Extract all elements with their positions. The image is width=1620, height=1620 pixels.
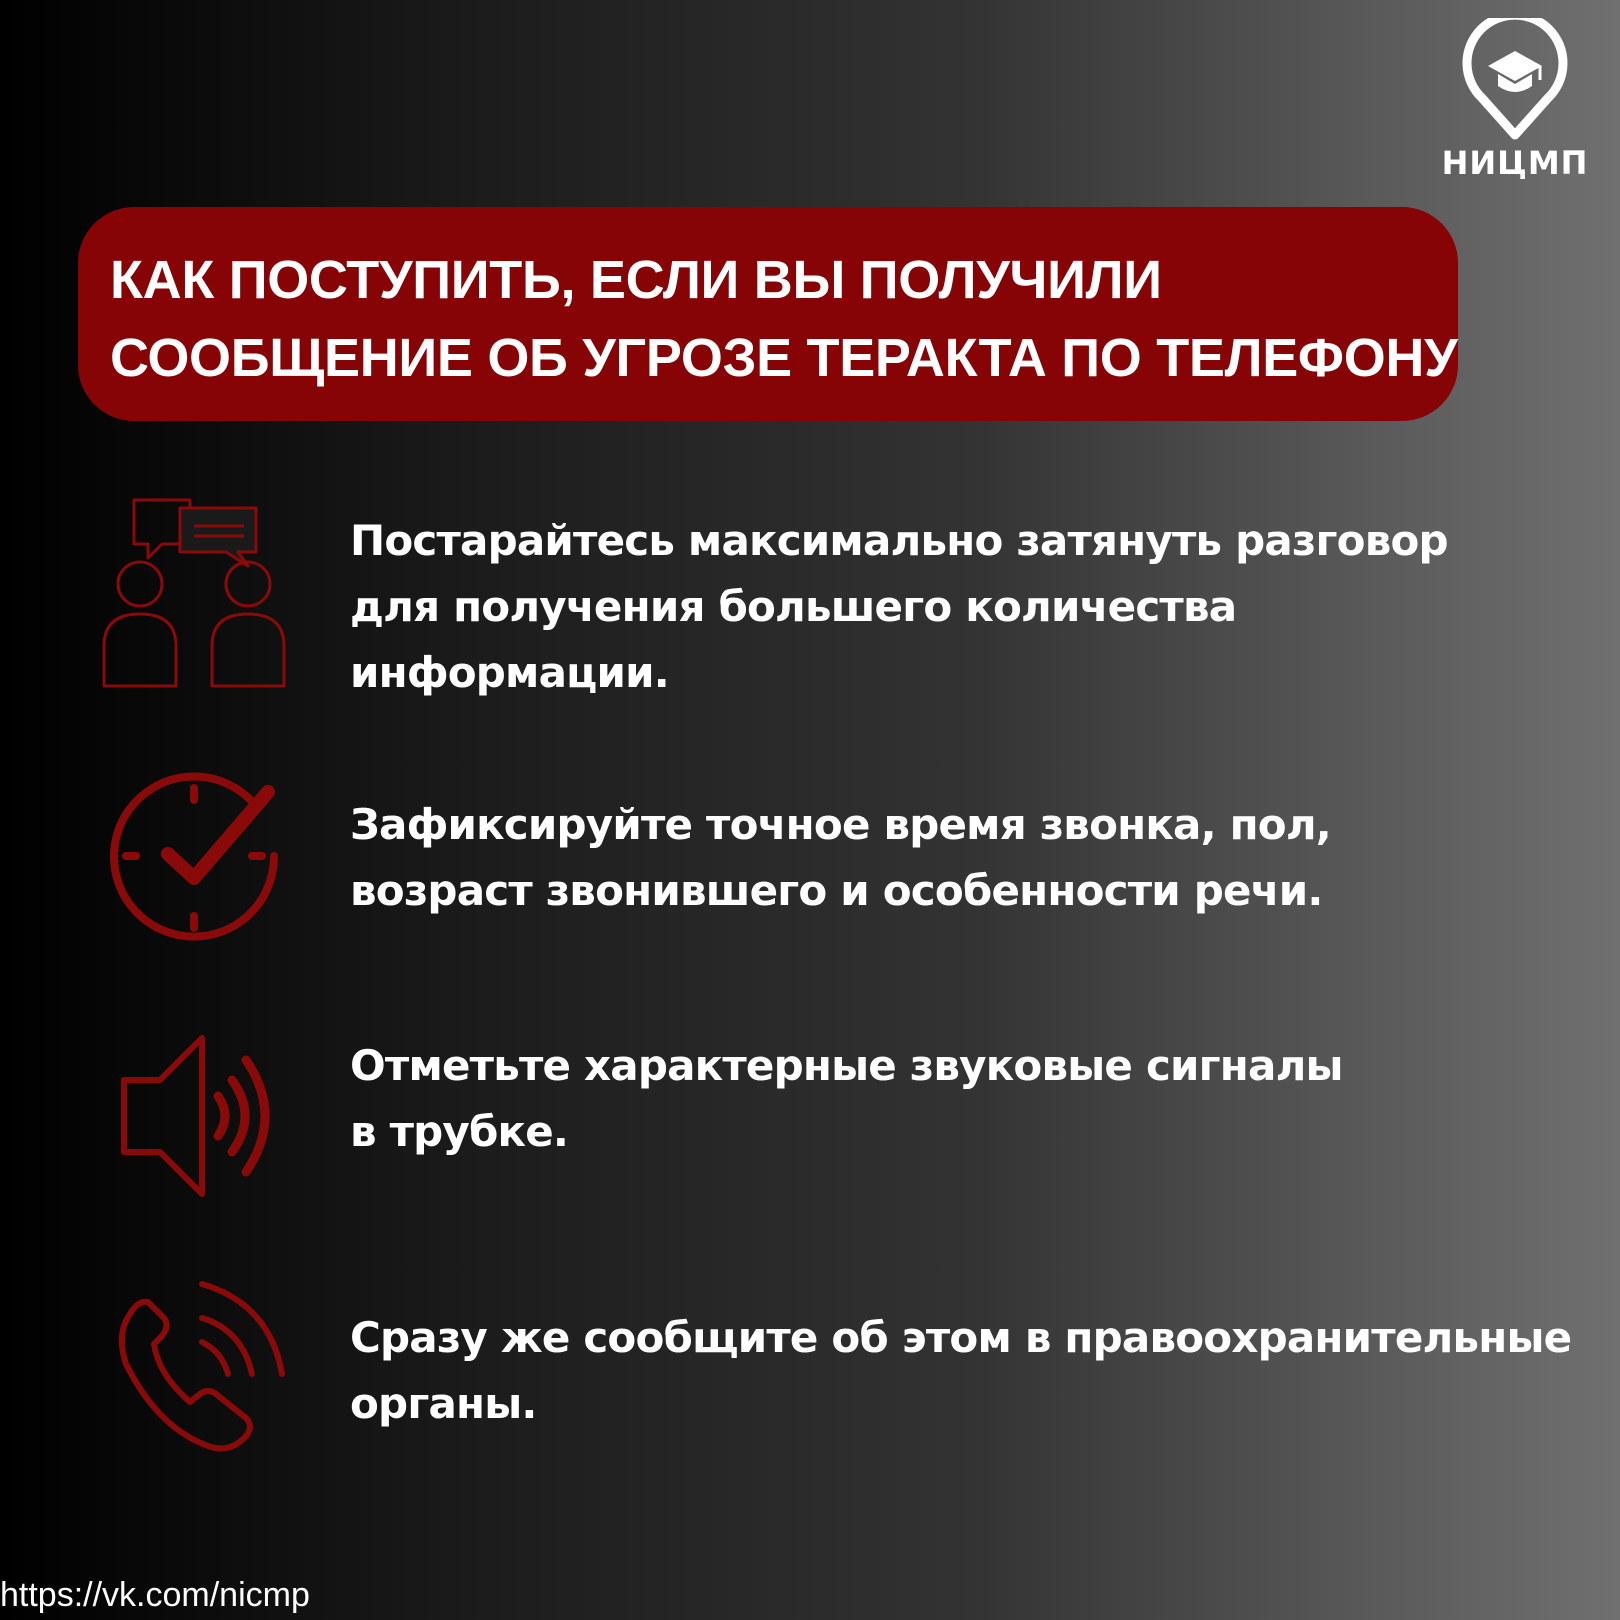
- instruction-line: Зафиксируйте точное время звонка, пол,: [350, 800, 1331, 849]
- instruction-line: возраст звонившего и особенности речи.: [350, 866, 1323, 915]
- graduation-cap-pin-icon: [1462, 18, 1568, 140]
- instruction-2: [350, 792, 1331, 924]
- instruction-line: Постарайтесь максимально затянуть разговор: [350, 516, 1448, 565]
- instruction-line: Отметьте характерные звуковые сигналы: [350, 1041, 1343, 1090]
- instruction-line: органы.: [350, 1379, 537, 1428]
- speaker-icon: [118, 1030, 290, 1202]
- clock-check-icon: [108, 770, 288, 942]
- instruction-line: в трубке.: [350, 1107, 569, 1156]
- instruction-3: [350, 1033, 1343, 1165]
- instruction-1: [350, 508, 1448, 706]
- logo: [1440, 18, 1590, 188]
- instruction-line: Сразу же сообщите об этом в правоохранительные: [350, 1313, 1572, 1362]
- title-line: СООБЩЕНИЕ ОБ УГРОЗЕ ТЕРАКТА ПО ТЕЛЕФОНУ: [110, 328, 1458, 388]
- phone-call-icon: [112, 1278, 292, 1458]
- title-line: КАК ПОСТУПИТЬ, ЕСЛИ ВЫ ПОЛУЧИЛИ: [110, 250, 1162, 310]
- instruction-line: для получения большего количества: [350, 582, 1237, 631]
- instruction-line: информации.: [350, 648, 669, 697]
- page-title: [110, 241, 1457, 397]
- instruction-4: [350, 1305, 1571, 1437]
- logo-text: НИЦМП: [1441, 144, 1589, 182]
- footer-url[interactable]: https://vk.com/nicmp: [0, 1576, 310, 1614]
- conversation-icon: [98, 496, 288, 692]
- title-banner: [78, 207, 1458, 421]
